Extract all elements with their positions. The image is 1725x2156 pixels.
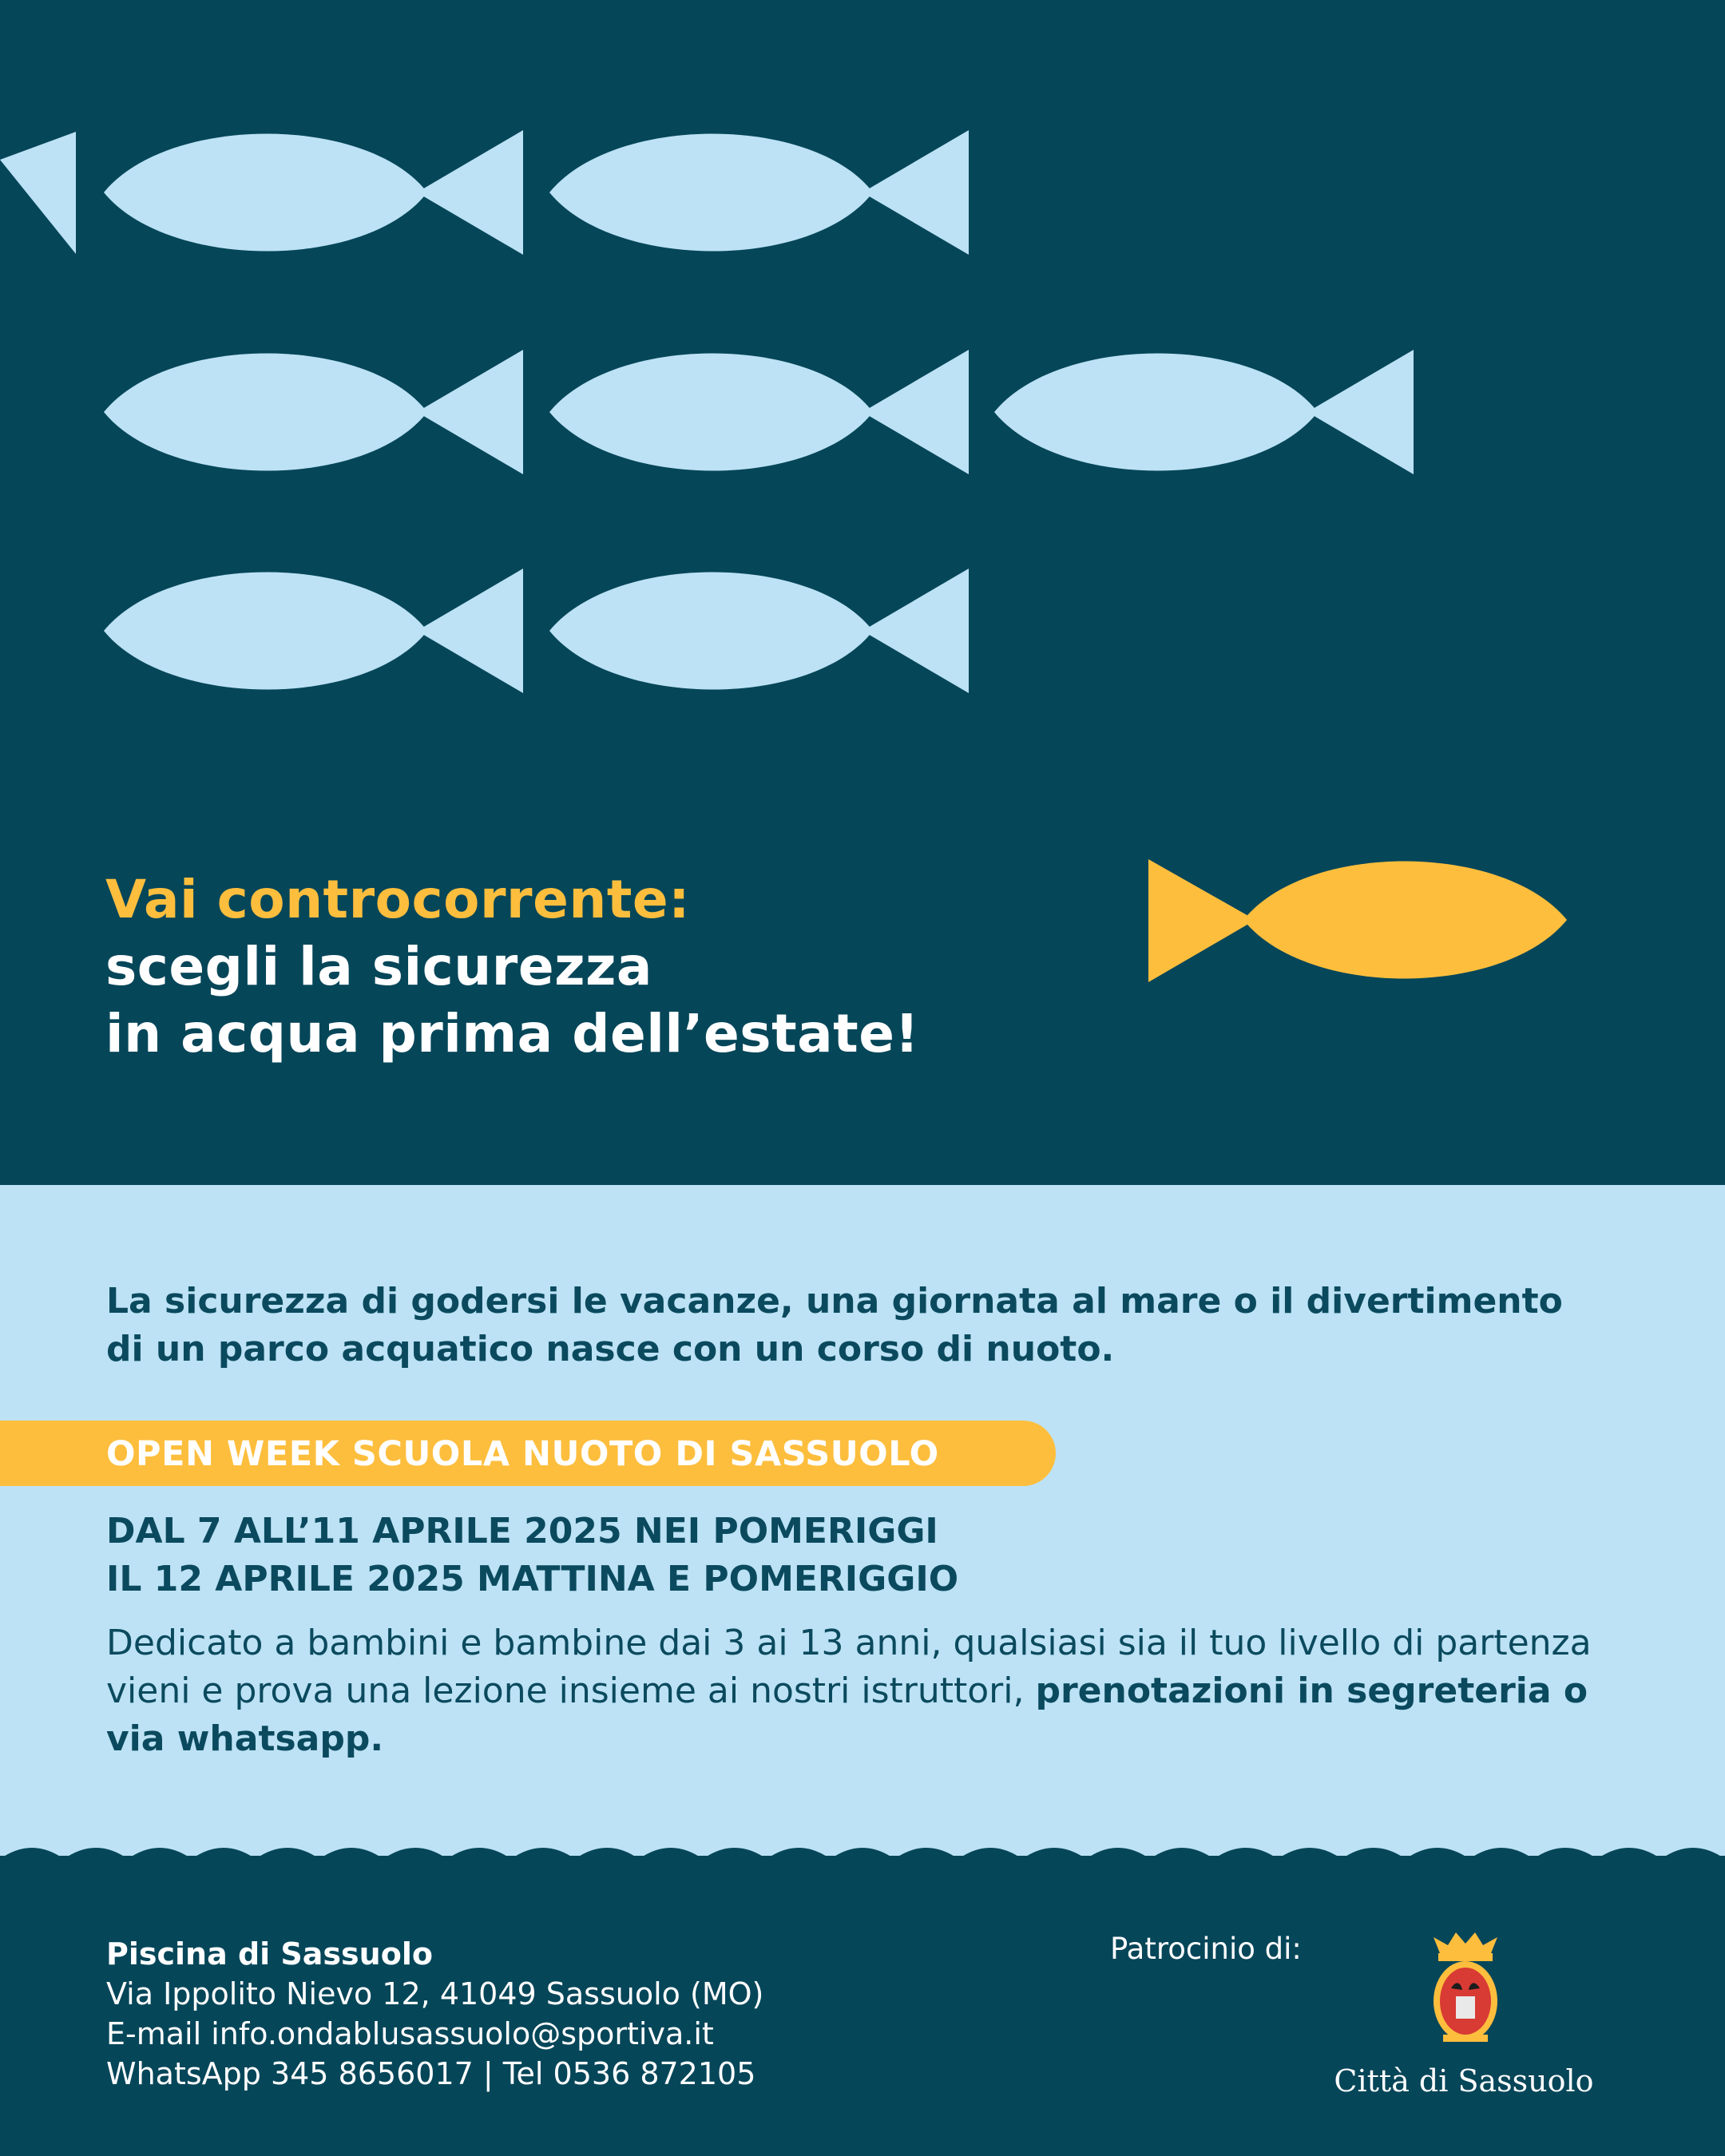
fish-icon <box>549 130 969 255</box>
headline-accent: Vai controcorrente: <box>105 869 691 930</box>
city-crest-icon <box>1426 1931 1505 2049</box>
venue-email: E-mail info.ondablusassuolo@sportiva.it <box>106 2016 714 2051</box>
fish-icon <box>104 130 523 255</box>
venue-name: Piscina di Sassuolo <box>106 1936 433 1972</box>
city-name: Città di Sassuolo <box>1334 2063 1594 2099</box>
open-week-banner-text: OPEN WEEK SCUOLA NUOTO DI SASSUOLO <box>106 1434 939 1474</box>
headline-line-2: in acqua prima dell’estate! <box>105 1003 920 1064</box>
dates <box>106 1508 958 1603</box>
fish-icon <box>549 350 969 474</box>
intro-text: La sicurezza di godersi le vacanze, una giornata al mare o il divertimento di un parco acquatico nasce con un corso di nuoto. <box>106 1281 1563 1369</box>
fish-icon <box>994 350 1414 474</box>
fish-icon <box>104 350 523 474</box>
headline <box>105 866 919 1068</box>
fish-tail-icon <box>0 132 76 254</box>
venue-address: Via Ippolito Nievo 12, 41049 Sassuolo (MO) <box>106 1976 764 2011</box>
address-block <box>106 1934 763 2094</box>
dates-line-2: IL 12 APRILE 2025 MATTINA E POMERIGGIO <box>106 1559 959 1599</box>
golden-fish-icon <box>1148 859 1567 982</box>
description <box>106 1619 1624 1763</box>
description-text: Dedicato a bambini e bambine dai 3 ai 13 anni, qualsiasi sia il tuo livello di partenza vieni e prova una lezione insieme ai nostri istruttori, <box>106 1623 1592 1711</box>
venue-phones: WhatsApp 345 8656017 | Tel 0536 872105 <box>106 2056 756 2091</box>
wave-divider <box>0 1845 1725 1877</box>
fish-icon <box>549 569 969 693</box>
dates-line-1: DAL 7 ALL’11 APRILE 2025 NEI POMERIGGI <box>106 1511 938 1552</box>
patronage-label: Patrocinio di: <box>1110 1932 1302 1966</box>
description-booking: prenotazioni in segreteria o via whatsapp. <box>106 1671 1588 1759</box>
fish-icon <box>104 569 523 693</box>
headline-line-1: scegli la sicurezza <box>105 936 652 997</box>
